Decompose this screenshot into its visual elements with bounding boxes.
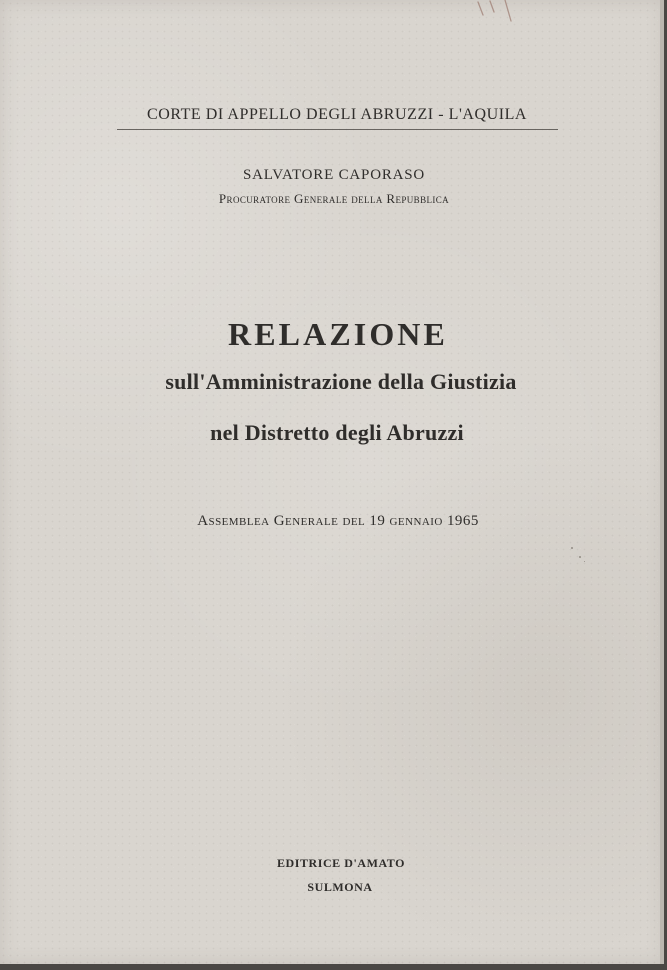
assembly-date-line: Assemblea Generale del 19 gennaio 1965 [197, 513, 479, 529]
heading-divider [117, 129, 558, 130]
paper-speck [571, 547, 573, 549]
publication-city: SULMONA [307, 880, 373, 894]
court-heading: CORTE DI APPELLO DEGLI ABRUZZI - L'AQUILA [147, 106, 527, 123]
cover-right-edge [660, 0, 664, 964]
paper-wear-mark [469, 0, 519, 40]
subtitle-line-1: sull'Amministrazione della Giustizia [165, 369, 517, 394]
author-role: Procuratore Generale della Repubblica [218, 191, 450, 206]
subtitle-line-2: nel Distretto degli Abruzzi [210, 420, 464, 445]
paper-speck [584, 561, 585, 562]
report-title: RELAZIONE [228, 316, 448, 352]
author-name: SALVATORE CAPORASO [242, 167, 426, 183]
paper-speck [579, 556, 581, 558]
publisher-name: EDITRICE D'AMATO [276, 856, 406, 870]
